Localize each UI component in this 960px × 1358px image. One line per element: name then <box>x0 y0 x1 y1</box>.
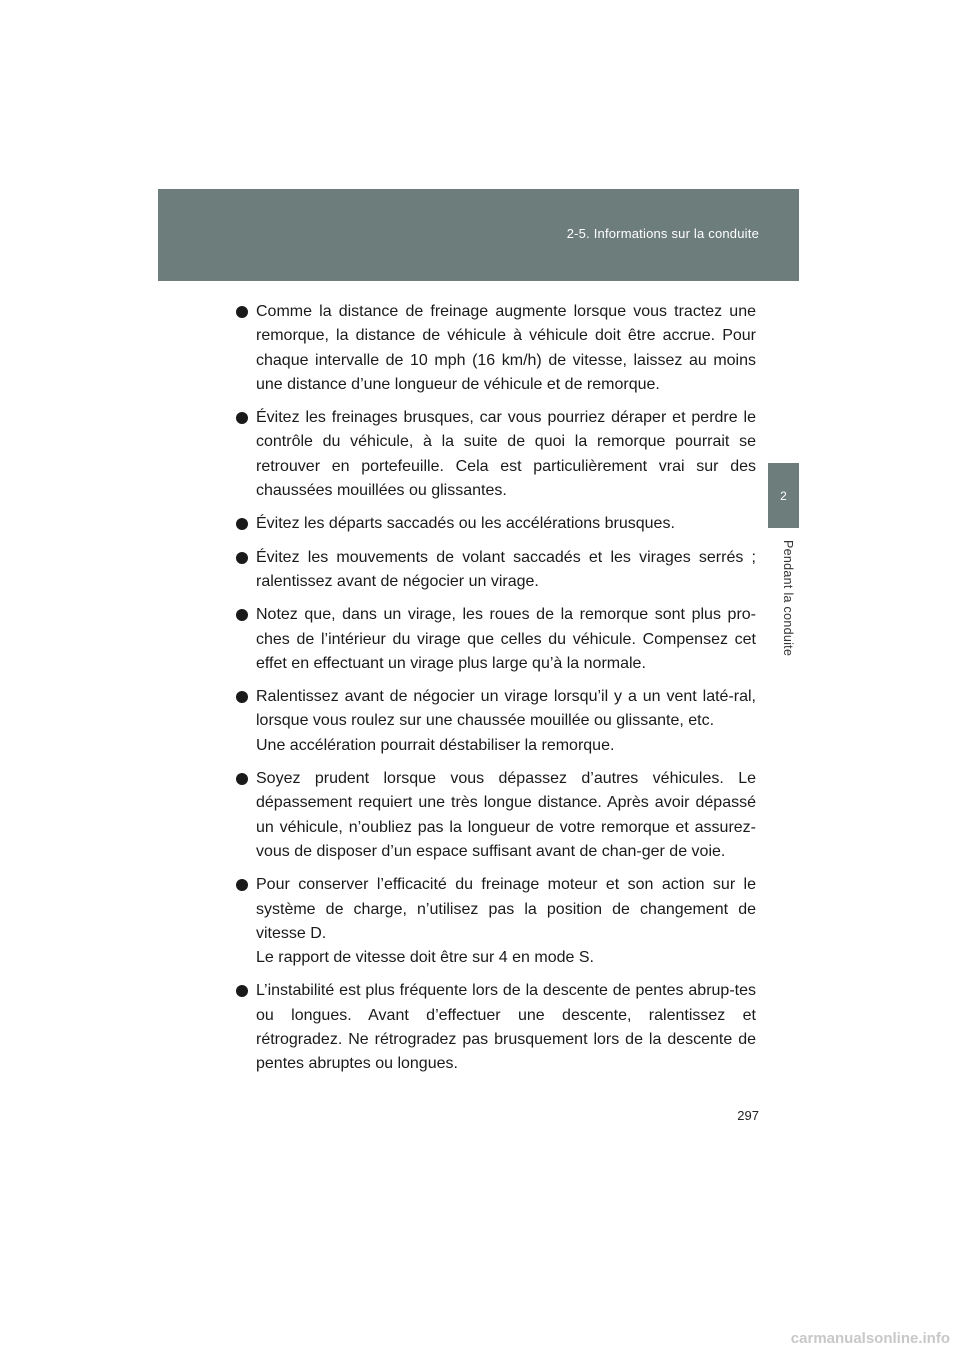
bullet-icon <box>236 412 248 424</box>
list-item <box>236 767 756 864</box>
bullet-text: Évitez les freinages brusques, car vous pourriez déraper et perdre le contrôle du véhicule, à la suite de quoi la remorque pourrait se retrouver en portefeuille. Cela est particulièrement vrai sur des chaussées mouillées ou glissantes. <box>256 409 756 500</box>
page-number: 297 <box>737 1108 759 1123</box>
bullet-icon <box>236 985 248 997</box>
list-item <box>236 685 756 758</box>
bullet-icon <box>236 773 248 785</box>
bullet-icon <box>236 879 248 891</box>
bullet-text: Ralentissez avant de négocier un virage lorsqu’il y a un vent laté-ral, lorsque vous roulez sur une chaussée mouillée ou glissante, etc. Une accélération pourrait déstabiliser la remorque. <box>256 688 756 754</box>
list-item <box>236 512 756 536</box>
list-item <box>236 603 756 676</box>
watermark: carmanualsonline.info <box>790 1330 950 1347</box>
chapter-tab <box>768 463 799 528</box>
chapter-number: 2 <box>780 489 787 503</box>
list-item <box>236 979 756 1076</box>
list-item <box>236 406 756 503</box>
list-item <box>236 873 756 970</box>
section-title: 2-5. Informations sur la conduite <box>566 226 759 241</box>
bullet-icon <box>236 306 248 318</box>
bullet-list <box>236 300 756 1086</box>
bullet-text: Comme la distance de freinage augmente lorsque vous tractez une remorque, la distance de véhicule à véhicule doit être accrue. Pour chaque intervalle de 10 mph (16 km/h) de vitesse, laissez au moins une distance d’une longueur de véhicule et de remorque. <box>256 303 756 393</box>
chapter-label: Pendant la conduite <box>781 540 795 657</box>
bullet-icon <box>236 518 248 530</box>
bullet-icon <box>236 691 248 703</box>
bullet-icon <box>236 609 248 621</box>
list-item <box>236 546 756 595</box>
bullet-text: Soyez prudent lorsque vous dépassez d’autres véhicules. Le dépassement requiert une très longue distance. Après avoir dépassé un véhicule, n’oubliez pas la longueur de votre remorque et assurez-vous de disposer d’un espace suffisant avant de chan-ger de voie. <box>256 770 756 860</box>
bullet-text: Évitez les mouvements de volant saccadés et les virages serrés ; ralentissez avant de négocier un virage. <box>256 548 756 590</box>
bullet-text: Pour conserver l’efficacité du freinage moteur et son action sur le système de charge, n’utilisez pas la position de changement de vitesse D. Le rapport de vitesse doit être sur 4 en mode S. <box>256 876 756 967</box>
bullet-icon <box>236 552 248 564</box>
list-item <box>236 300 756 397</box>
bullet-text: Évitez les départs saccadés ou les accélérations brusques. <box>256 515 675 533</box>
bullet-text: L’instabilité est plus fréquente lors de la descente de pentes abrup-tes ou longues. Avant d’effectuer une descente, ralentissez et rétrogradez. Ne rétrogradez pas brusquement lors de la descente de pentes abruptes ou longues. <box>256 982 756 1073</box>
bullet-text: Notez que, dans un virage, les roues de la remorque sont plus pro-ches de l’intérieur du virage que celles du véhicule. Compensez cet effet en effectuant un virage plus large qu’à la normale. <box>256 606 756 672</box>
section-header-band <box>158 189 799 281</box>
